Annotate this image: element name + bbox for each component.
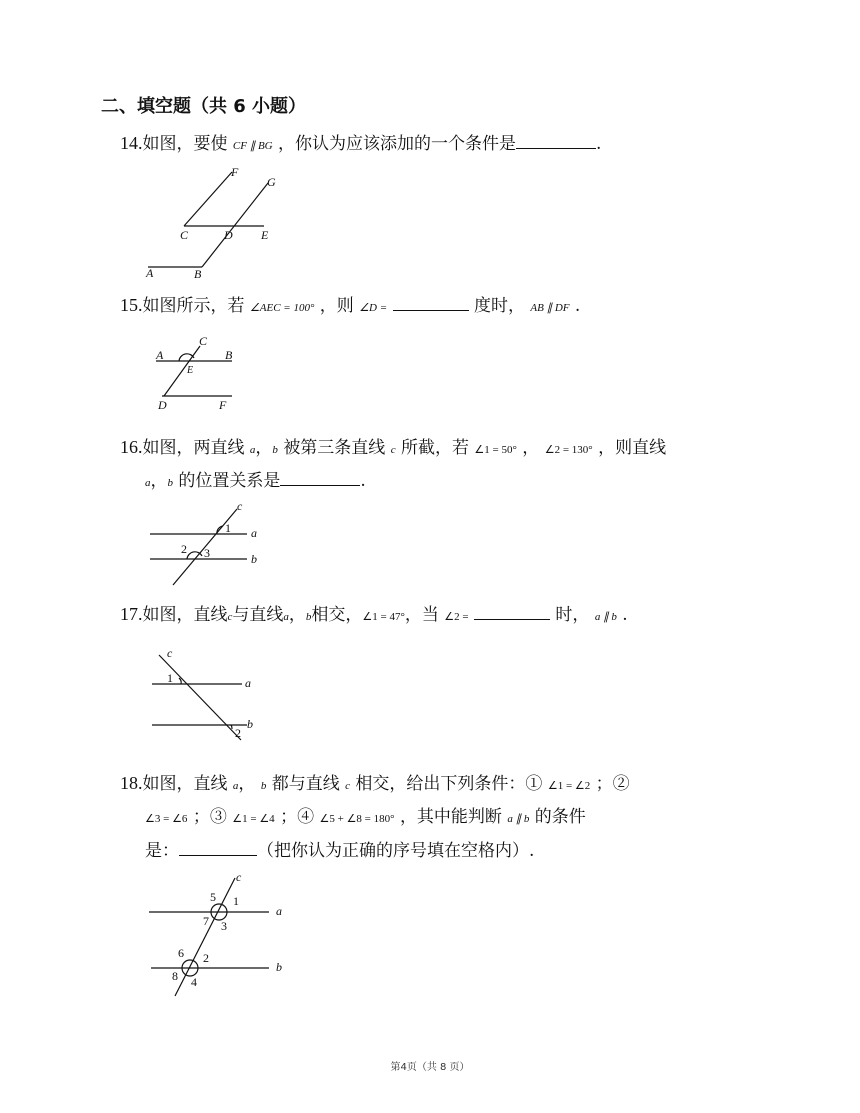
math-expression: ∠1 = 47° xyxy=(362,611,405,623)
math-expression: ∠2 = xyxy=(444,611,469,623)
question-text: ；③ xyxy=(192,807,227,827)
label-1: 1 xyxy=(233,894,239,908)
question-text: 时， xyxy=(555,605,590,625)
question-number: 16. xyxy=(120,437,143,457)
question-17 xyxy=(120,597,628,634)
question-text: . xyxy=(360,471,366,491)
question-text: ，则 xyxy=(319,296,354,316)
label-2: 2 xyxy=(235,726,241,740)
question-text: （把你认为正确的序号填在空格内）. xyxy=(257,841,535,861)
label-E: E xyxy=(261,228,269,242)
math-expression: a xyxy=(249,444,256,456)
label-B: B xyxy=(225,348,233,362)
math-expression: ∠AEC = 100° xyxy=(249,302,315,314)
math-expression: b xyxy=(305,611,312,623)
label-A: A xyxy=(146,266,154,280)
label-2: 2 xyxy=(181,542,187,556)
question-text: . xyxy=(574,296,581,316)
label-8: 8 xyxy=(172,969,178,983)
question-number: 14. xyxy=(120,133,143,153)
question-16-line-2 xyxy=(145,464,366,500)
question-number: 15. xyxy=(120,295,143,315)
label-F: F xyxy=(231,165,239,179)
question-18-line-3 xyxy=(145,834,534,868)
question-text: 如图，直线 xyxy=(142,774,228,794)
label-7: 7 xyxy=(203,914,209,928)
question-text: ， xyxy=(288,605,306,625)
label-A: A xyxy=(156,348,164,362)
label-C: C xyxy=(180,228,189,242)
label-c: c xyxy=(237,500,243,513)
math-expression: a ∥ b xyxy=(594,611,617,623)
math-expression: a ∥ b xyxy=(507,813,530,825)
label-6: 6 xyxy=(178,946,184,960)
label-c: c xyxy=(167,646,173,660)
question-number: 17. xyxy=(120,604,143,624)
label-b: b xyxy=(276,960,282,974)
answer-blank[interactable] xyxy=(516,128,596,149)
figure-18 xyxy=(145,868,295,998)
math-expression: c xyxy=(390,444,396,456)
section-title: 二、填空题（共 6 小题） xyxy=(101,96,307,117)
math-expression: ∠1 = 50° xyxy=(474,444,517,456)
question-18 xyxy=(120,766,630,803)
math-expression: ∠2 = 130° xyxy=(544,444,593,456)
math-expression: a xyxy=(145,477,151,489)
answer-blank[interactable] xyxy=(474,599,550,620)
label-c: c xyxy=(236,870,242,884)
label-B: B xyxy=(194,267,202,281)
figure-17 xyxy=(145,645,270,745)
question-text: 如图所示，若 xyxy=(142,296,245,316)
label-4: 4 xyxy=(191,975,197,989)
question-text: ， xyxy=(238,774,256,794)
question-text: ；② xyxy=(595,774,630,794)
page-footer: 第4页（共 8 页） xyxy=(390,1062,470,1073)
label-b: b xyxy=(251,552,257,566)
question-text: 所截，若 xyxy=(401,438,470,458)
question-text: 是： xyxy=(145,841,179,861)
question-text: 都与直线 xyxy=(271,774,340,794)
label-1: 1 xyxy=(225,521,231,535)
label-a: a xyxy=(276,904,282,918)
label-3: 3 xyxy=(221,919,227,933)
math-expression: c xyxy=(345,780,351,792)
question-text: 如图，两直线 xyxy=(142,438,245,458)
label-2: 2 xyxy=(203,951,209,965)
question-text: . xyxy=(596,134,602,154)
label-a: a xyxy=(245,676,251,690)
question-18-line-2 xyxy=(145,800,586,836)
question-text: 的位置关系是 xyxy=(178,471,281,491)
math-expression: a xyxy=(232,780,239,792)
question-text: ，当 xyxy=(404,605,439,625)
math-expression: b xyxy=(260,780,267,792)
label-a: a xyxy=(251,526,257,540)
math-expression: ∠1 = ∠2 xyxy=(547,780,591,792)
question-text: 被第三条直线 xyxy=(283,438,386,458)
question-text: ，其中能判断 xyxy=(399,807,502,827)
question-15 xyxy=(120,288,580,325)
math-expression: ∠5 + ∠8 = 180° xyxy=(319,813,395,825)
question-text: 的条件 xyxy=(534,807,586,827)
question-text: . xyxy=(622,605,628,625)
figure-16 xyxy=(145,500,270,590)
question-text: ，你认为应该添加的一个条件是 xyxy=(278,134,517,154)
math-expression: ∠D = xyxy=(359,302,388,314)
question-text: ， xyxy=(255,438,273,458)
math-expression: ∠3 = ∠6 xyxy=(145,813,188,825)
label-5: 5 xyxy=(210,890,216,904)
label-D: D xyxy=(158,398,167,412)
question-text: ；④ xyxy=(280,807,315,827)
answer-blank[interactable] xyxy=(280,465,360,486)
question-16 xyxy=(120,430,666,467)
question-text: ， xyxy=(522,438,540,458)
label-3: 3 xyxy=(204,546,210,560)
question-text: ， xyxy=(150,471,168,491)
math-expression: AB ∥ DF xyxy=(530,302,570,314)
answer-blank[interactable] xyxy=(393,290,469,311)
math-expression: b xyxy=(167,477,173,489)
math-expression: b xyxy=(272,444,278,456)
label-1: 1 xyxy=(167,671,173,685)
question-number: 18. xyxy=(120,773,143,793)
figure-15 xyxy=(150,330,250,415)
math-expression: a xyxy=(283,611,289,623)
math-expression: ∠1 = ∠4 xyxy=(232,813,275,825)
question-text: 相交， xyxy=(311,605,363,625)
question-text: 与直线 xyxy=(232,605,284,625)
question-text: 相交，给出下列条件：① xyxy=(355,774,543,794)
question-14 xyxy=(120,126,601,163)
question-text: 如图，要使 xyxy=(142,134,228,154)
question-text: 如图，直线 xyxy=(142,605,228,625)
figure-14 xyxy=(140,165,290,285)
math-expression: c xyxy=(227,611,233,623)
label-b: b xyxy=(247,717,253,731)
label-D: D xyxy=(224,228,233,242)
question-text: ，则直线 xyxy=(598,438,667,458)
question-text: 度时， xyxy=(473,296,525,316)
label-G: G xyxy=(267,175,276,189)
answer-blank[interactable] xyxy=(179,835,257,856)
math-expression: CF ∥ BG xyxy=(232,140,273,152)
label-F: F xyxy=(219,398,227,412)
label-C: C xyxy=(199,334,208,348)
label-E: E xyxy=(187,365,194,376)
